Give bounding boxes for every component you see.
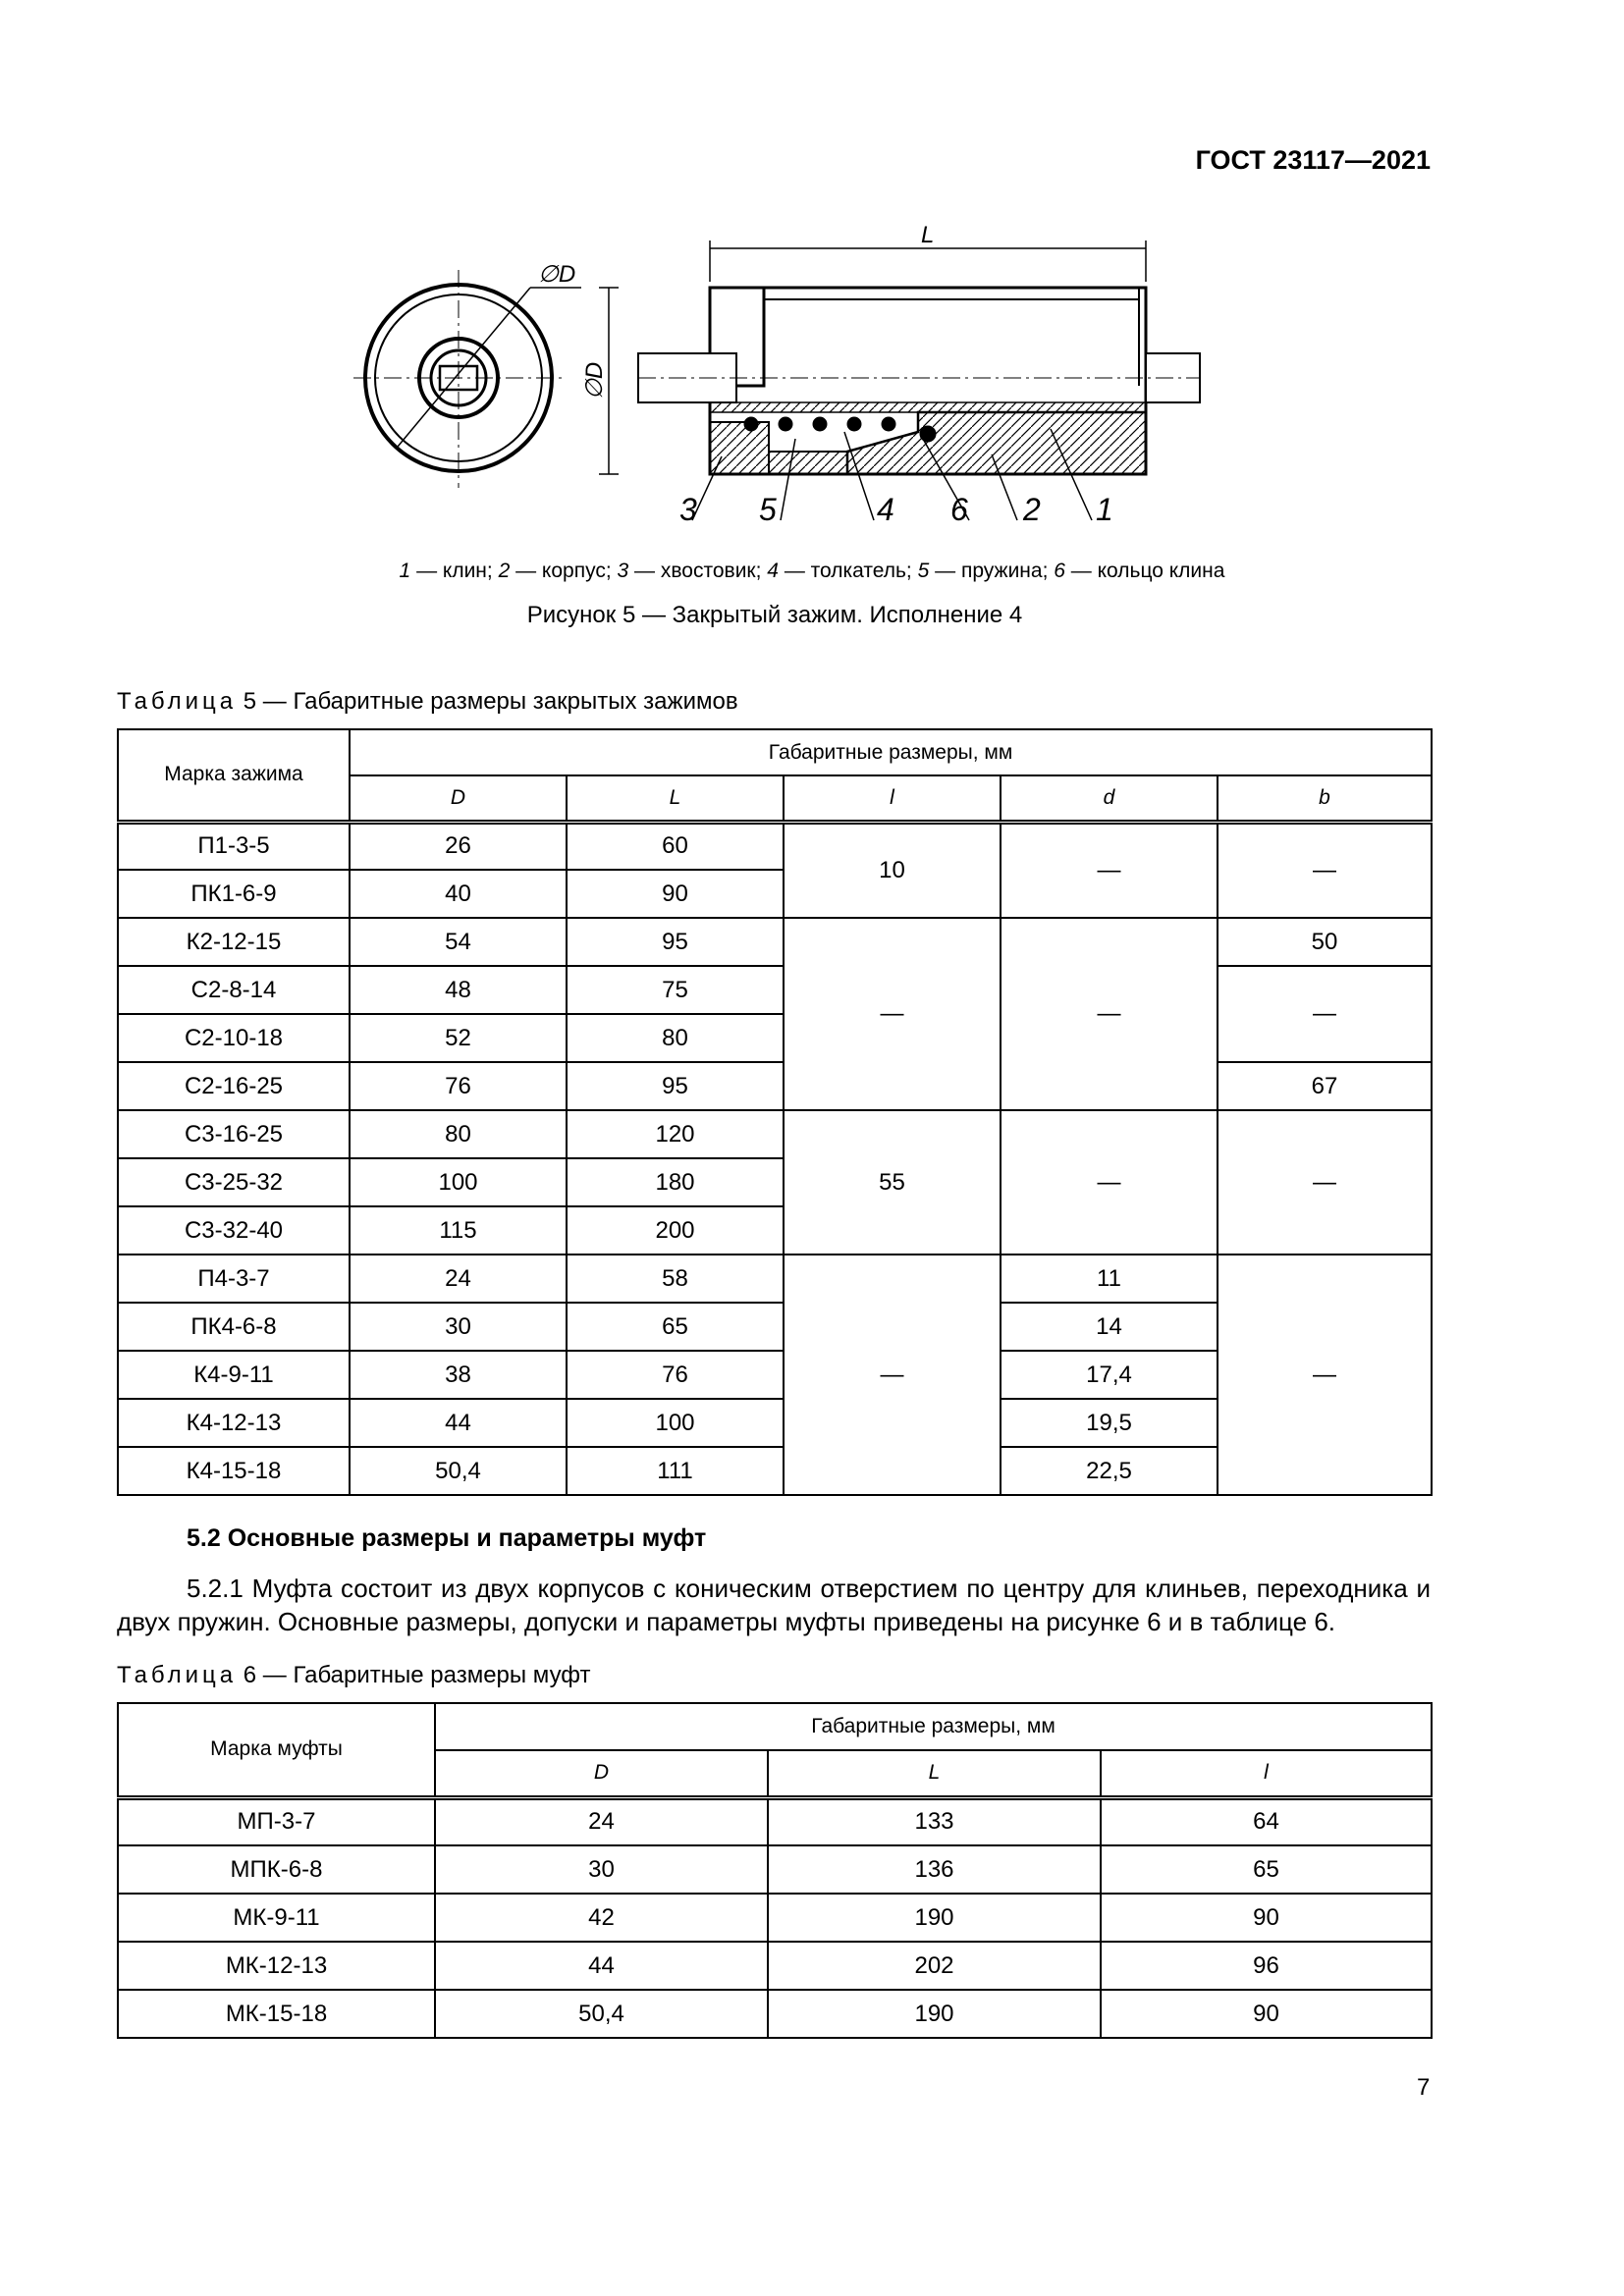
table-row [118,1110,1432,1158]
table-cell: С3-25-32 [118,1158,350,1206]
table-cell: 75 [567,966,784,1014]
table-cell: 54 [350,918,567,966]
table-cell: С2-8-14 [118,966,350,1014]
table-cell: 76 [350,1062,567,1110]
side-view [471,240,1200,474]
table-cell: — [1218,822,1432,918]
figure-caption: Рисунок 5 — Закрытый зажим. Исполнение 4 [526,602,1023,628]
table-cell: 190 [768,1990,1101,2038]
dim-l-label: L [921,222,935,248]
table-row [118,822,1432,870]
table-cell: 120 [567,1110,784,1158]
table-cell: 10 [784,822,1001,918]
table-cell: 40 [350,870,567,918]
table-cell: — [1001,918,1218,1110]
callout-2: 2 [1023,492,1041,527]
table-cell: 111 [567,1447,784,1495]
table-cell: 136 [768,1845,1101,1894]
table-cell: 38 [350,1351,567,1399]
table-cell: МПК-6-8 [118,1845,435,1894]
table-cell: 95 [567,918,784,966]
callout-4: 4 [877,492,894,527]
table-cell: 90 [1101,1990,1432,2038]
table-cell: 190 [768,1894,1101,1942]
callout-1: 1 [1096,492,1113,527]
table-cell: 48 [350,966,567,1014]
table5-subheader: l [784,775,1001,822]
table5-subheader: b [1218,775,1432,822]
table-cell: — [1218,966,1432,1062]
table-cell: 200 [567,1206,784,1255]
table-cell: 90 [1101,1894,1432,1942]
table-cell: К4-15-18 [118,1447,350,1495]
table-cell: С2-16-25 [118,1062,350,1110]
table-cell: К4-9-11 [118,1351,350,1399]
table-cell: — [1218,1255,1432,1495]
table-cell: 24 [350,1255,567,1303]
table6 [117,1702,1433,2039]
table-cell: 76 [567,1351,784,1399]
table6-subheader: L [768,1750,1101,1797]
table-cell: 133 [768,1797,1101,1845]
table-cell: — [784,1255,1001,1495]
table-cell: К4-12-13 [118,1399,350,1447]
table-cell: 30 [350,1303,567,1351]
table-cell: 100 [567,1399,784,1447]
table-row [118,1062,1432,1110]
table-row [118,1797,1432,1845]
table-cell: 96 [1101,1942,1432,1990]
table-cell: 100 [350,1158,567,1206]
table5-header-brand: Марка зажима [118,729,350,822]
table-cell: 26 [350,822,567,870]
table-row [118,1894,1432,1942]
table-cell: П1-3-5 [118,822,350,870]
table-row [118,918,1432,966]
table5-header-group: Габаритные размеры, мм [350,729,1432,775]
table6-subheader: l [1101,1750,1432,1797]
table5-subheader: L [567,775,784,822]
table-cell: 24 [435,1797,768,1845]
dim-d-side-label: ∅D [581,361,608,400]
table-cell: 50 [1218,918,1432,966]
document-header: ГОСТ 23117—2021 [1195,145,1431,175]
table-cell: 19,5 [1001,1399,1218,1447]
table-cell: 90 [567,870,784,918]
table-cell: 42 [435,1894,768,1942]
table-cell: — [784,918,1001,1110]
table-cell: 64 [1101,1797,1432,1845]
table-cell: 55 [784,1110,1001,1255]
page-number: 7 [1417,2074,1431,2101]
table-cell: ПК4-6-8 [118,1303,350,1351]
table5-subheader: D [350,775,567,822]
table-cell: 52 [350,1014,567,1062]
table-cell: 80 [567,1014,784,1062]
dim-d-end-label: ∅D [538,261,576,288]
table-cell: 67 [1218,1062,1432,1110]
table5-caption: Таблица 5 — Габаритные размеры закрытых зажимов [117,688,738,715]
table6-caption: Таблица 6 — Габаритные размеры муфт [117,1662,591,1688]
table-row [118,1845,1432,1894]
callout-6: 6 [950,492,968,527]
table-cell: — [1001,1110,1218,1255]
table-row [118,966,1432,1014]
table-cell: С3-16-25 [118,1110,350,1158]
table-cell: П4-3-7 [118,1255,350,1303]
table6-subheader: D [435,1750,768,1797]
table-cell: 22,5 [1001,1447,1218,1495]
table-cell: С2-10-18 [118,1014,350,1062]
table-cell: МК-12-13 [118,1942,435,1990]
table-cell: 17,4 [1001,1351,1218,1399]
table-cell: 60 [567,822,784,870]
table-cell: 65 [567,1303,784,1351]
table6-header-brand: Марка муфты [118,1703,435,1797]
table-cell: ПК1-6-9 [118,870,350,918]
section-paragraph: 5.2.1 Муфта состоит из двух корпусов с коническим отверстием по центру для клиньев, переходника и двух пружин. Основные размеры, допуски и параметры муфты приведены на рисунке 6 и в таблице 6. [117,1574,1431,1636]
callout-3: 3 [679,492,697,527]
table-cell: МК-9-11 [118,1894,435,1942]
table-cell: С3-32-40 [118,1206,350,1255]
table-cell: 50,4 [350,1447,567,1495]
callout-5: 5 [759,492,777,527]
table-cell: 50,4 [435,1990,768,2038]
table6-header-group: Габаритные размеры, мм [435,1703,1432,1750]
table-cell: МП-3-7 [118,1797,435,1845]
table-cell: 58 [567,1255,784,1303]
figure-legend: 1 — клин; 2 — корпус; 3 — хвостовик; 4 — толкатель; 5 — пружина; 6 — кольцо клина [399,560,1225,582]
table-cell: 180 [567,1158,784,1206]
table-cell: 44 [350,1399,567,1447]
table-row [118,1255,1432,1303]
table-cell: 65 [1101,1845,1432,1894]
table-cell: МК-15-18 [118,1990,435,2038]
table-cell: 202 [768,1942,1101,1990]
table-cell: 14 [1001,1303,1218,1351]
table5-subheader: d [1001,775,1218,822]
table-row [118,1990,1432,2038]
table-cell: 11 [1001,1255,1218,1303]
section-heading: 5.2 Основные размеры и параметры муфт [187,1524,707,1552]
table-cell: К2-12-15 [118,918,350,966]
table-cell: 115 [350,1206,567,1255]
table-cell: — [1218,1110,1432,1255]
table-row [118,1942,1432,1990]
end-view [353,270,581,488]
table-cell: — [1001,822,1218,918]
table-cell: 44 [435,1942,768,1990]
table-cell: 95 [567,1062,784,1110]
table-cell: 30 [435,1845,768,1894]
figure-5-drawing [324,221,1208,545]
table5 [117,728,1433,1496]
table-cell: 80 [350,1110,567,1158]
